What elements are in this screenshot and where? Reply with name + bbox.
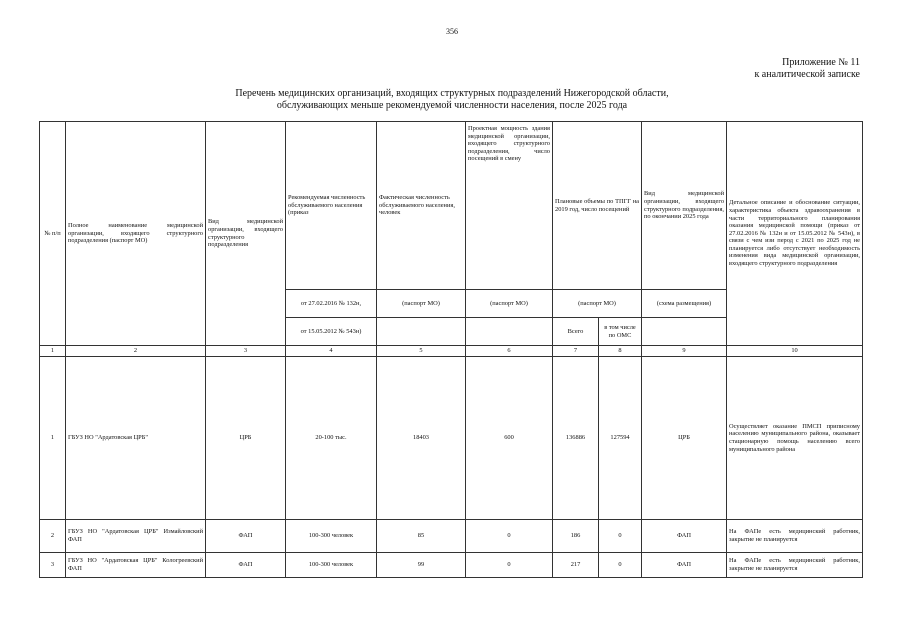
row-description: На ФАПе есть медицинский работник, закрытие не планируется — [727, 553, 863, 578]
page-number: 356 — [446, 27, 458, 36]
row-capacity: 0 — [466, 553, 553, 578]
organizations-table — [39, 121, 863, 578]
table-row — [40, 357, 863, 520]
row-total: 217 — [553, 553, 599, 578]
row-num: 1 — [40, 357, 66, 520]
row-type-after: ФАП — [642, 553, 727, 578]
appendix-note — [754, 57, 860, 81]
row-name: ГБУЗ НО "Ардатовская ЦРБ" Измайловский ФАП — [66, 520, 206, 553]
row-recommended: 20-100 тыс. — [286, 357, 377, 520]
row-capacity: 600 — [466, 357, 553, 520]
row-actual: 99 — [377, 553, 466, 578]
row-recommended: 100-300 человек — [286, 520, 377, 553]
table-row — [40, 520, 863, 553]
appendix-line-1: Приложение № 11 — [782, 57, 860, 68]
header-type-after: Вид медицинской организации, входящего структурного подразделения, по окончании 2025 года — [642, 122, 727, 290]
row-capacity: 0 — [466, 520, 553, 553]
header-recommended: Рекомендуемая численность обслуживаемого населения (приказ — [286, 122, 377, 290]
row-description: На ФАПе есть медицинский работник, закрытие не планируется — [727, 520, 863, 553]
column-number: 10 — [727, 346, 863, 357]
header-row — [40, 122, 863, 290]
header-type: Вид медицинской организации, входящего структурного подразделения — [206, 122, 286, 346]
row-actual: 18403 — [377, 357, 466, 520]
subheader-empty-type-after — [642, 318, 727, 346]
subheader-total: Всего — [553, 318, 599, 346]
row-num: 2 — [40, 520, 66, 553]
header-actual: Фактическая численность обслуживаемого населения, человек — [377, 122, 466, 290]
row-type: ФАП — [206, 553, 286, 578]
subheader-type-after-source: (схема размещения) — [642, 290, 727, 318]
column-number: 2 — [66, 346, 206, 357]
subheader-recommended-a: от 27.02.2016 № 132н, — [286, 290, 377, 318]
subheader-actual-source: (паспорт МО) — [377, 290, 466, 318]
subheader-empty-actual — [377, 318, 466, 346]
column-number: 1 — [40, 346, 66, 357]
subheader-capacity-source: (паспорт МО) — [466, 290, 553, 318]
row-recommended: 100-300 человек — [286, 553, 377, 578]
row-type: ЦРБ — [206, 357, 286, 520]
row-description: Осуществляет оказание ПМСП приписному населению муниципального района, оказывает стационарную помощь населению всего муниципального района — [727, 357, 863, 520]
column-number: 6 — [466, 346, 553, 357]
header-description: Детальное описание и обоснование ситуации, характеристика объекта здравоохранения в части территориального планирования оказания медицинской помощи (приказ от 27.02.2016 № 132н и от 15.05.2012 № 543н), в связи с чем изи перод с 2021 по 2025 год не планируется либо отсутствует необходимость изменения вида медицинской организации, входящего структурного подразделения — [727, 122, 863, 346]
row-oms: 0 — [599, 520, 642, 553]
row-actual: 85 — [377, 520, 466, 553]
column-number: 5 — [377, 346, 466, 357]
row-name: ГБУЗ НО "Ардатовская ЦРБ" — [66, 357, 206, 520]
header-planned: Плановые объемы по ТПГГ на 2019 год, число посещений — [553, 122, 642, 290]
row-total: 186 — [553, 520, 599, 553]
row-type: ФАП — [206, 520, 286, 553]
row-oms: 0 — [599, 553, 642, 578]
column-number: 4 — [286, 346, 377, 357]
appendix-line-2: к аналитической записке — [754, 69, 860, 80]
column-number: 8 — [599, 346, 642, 357]
column-number: 3 — [206, 346, 286, 357]
subheader-planned-source: (паспорт МО) — [553, 290, 642, 318]
subheader-oms: в том числе по ОМС — [599, 318, 642, 346]
row-type-after: ЦРБ — [642, 357, 727, 520]
subheader-recommended-b: от 15.05.2012 № 543н) — [286, 318, 377, 346]
row-name: ГБУЗ НО "Ардатовская ЦРБ" Кологреевский ФАП — [66, 553, 206, 578]
document-title — [0, 88, 904, 112]
row-type-after: ФАП — [642, 520, 727, 553]
column-number: 7 — [553, 346, 599, 357]
title-line-2: обслуживающих меньше рекомендуемой численности населения, после 2025 года — [276, 100, 628, 111]
column-number-row — [40, 346, 863, 357]
subheader-empty-capacity — [466, 318, 553, 346]
header-name: Полное наименование медицинской организации, входящего структурного подразделения (паспорт МО) — [66, 122, 206, 346]
header-num: № п/п — [40, 122, 66, 346]
row-num: 3 — [40, 553, 66, 578]
header-capacity: Проектная мощность здания медицинской организации, входящего структурного подразделения, число посещений в смену — [466, 122, 553, 290]
title-line-1: Перечень медицинских организаций, входящих структурных подразделений Нижегородской области, — [235, 88, 669, 99]
table-row — [40, 553, 863, 578]
column-number: 9 — [642, 346, 727, 357]
row-total: 136886 — [553, 357, 599, 520]
row-oms: 127594 — [599, 357, 642, 520]
